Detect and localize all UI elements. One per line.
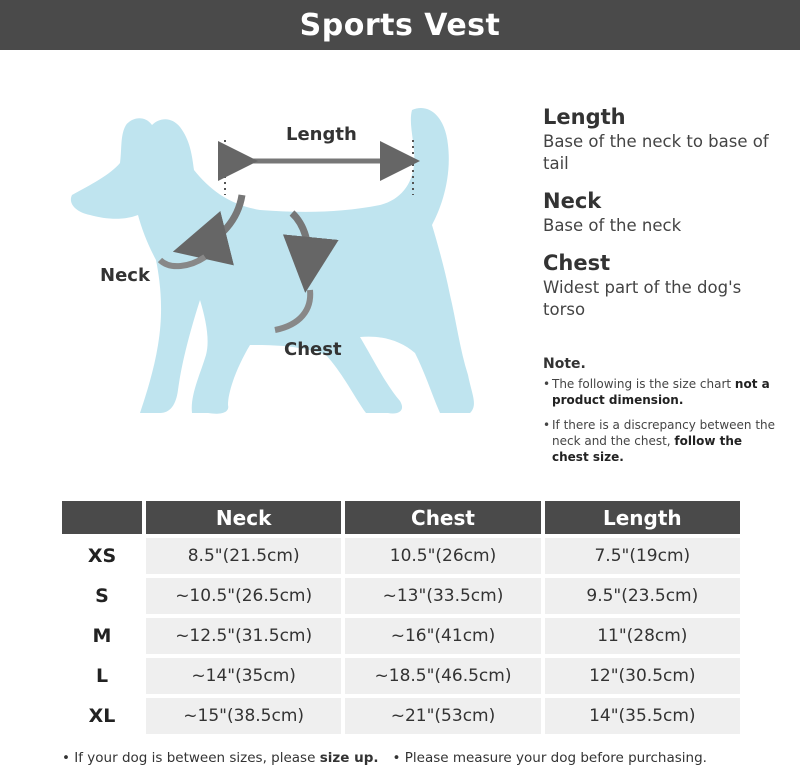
bullet-icon: •: [392, 750, 401, 766]
chest-cell: ~21"(53cm): [345, 698, 540, 734]
measurement-definitions: [543, 103, 783, 333]
length-cell: 14"(35.5cm): [545, 698, 740, 734]
chest-cell: ~18.5"(46.5cm): [345, 658, 540, 694]
length-cell: 11"(28cm): [545, 618, 740, 654]
header-neck: Neck: [146, 501, 341, 534]
note-text: [552, 376, 778, 408]
table-row: [62, 578, 740, 614]
chest-cell: 10.5"(26cm): [345, 538, 540, 574]
size-cell: L: [62, 658, 142, 694]
length-cell: 7.5"(19cm): [545, 538, 740, 574]
note-bold-text: follow the chest size.: [552, 434, 743, 464]
note-bold-text: not a product dimension.: [552, 377, 770, 407]
bullet-icon: •: [543, 377, 551, 391]
note-title: Note.: [543, 356, 586, 372]
table-header-row: [62, 501, 740, 534]
footer-text: If your dog is between sizes, please: [74, 750, 320, 766]
chest-cell: ~16"(41cm): [345, 618, 540, 654]
definition-description: Base of the neck: [543, 216, 682, 235]
footer-note-left: [62, 750, 378, 766]
table-row: [62, 658, 740, 694]
note-item: [543, 376, 778, 408]
note-plain-text: If there is a discrepancy between the neck and the chest,: [552, 418, 776, 448]
header-chest: Chest: [345, 501, 540, 534]
header-length: Length: [545, 501, 740, 534]
definition-description: Base of the neck to base of tail: [543, 132, 769, 173]
size-cell: M: [62, 618, 142, 654]
table-row: [62, 538, 740, 574]
table-row: [62, 618, 740, 654]
definition-term: Length: [543, 105, 626, 129]
note-text: [552, 417, 778, 465]
page-title: Sports Vest: [299, 7, 501, 43]
size-chart-table: [58, 497, 744, 738]
neck-cell: ~14"(35cm): [146, 658, 341, 694]
size-cell: XL: [62, 698, 142, 734]
footer-text: Please measure your dog before purchasing.: [404, 750, 707, 766]
neck-cell: 8.5"(21.5cm): [146, 538, 341, 574]
definition-term: Neck: [543, 189, 602, 213]
bullet-icon: •: [62, 750, 70, 766]
footer-note-right: [392, 750, 706, 766]
size-cell: XS: [62, 538, 142, 574]
neck-cell: ~15"(38.5cm): [146, 698, 341, 734]
definition-description: Widest part of the dog's torso: [543, 278, 742, 319]
note-item: [543, 417, 778, 465]
dog-measurement-diagram: [60, 95, 500, 435]
definition-term: Chest: [543, 251, 611, 275]
chest-label: Chest: [284, 339, 342, 360]
neck-label: Neck: [100, 265, 150, 286]
length-cell: 12"(30.5cm): [545, 658, 740, 694]
neck-cell: ~12.5"(31.5cm): [146, 618, 341, 654]
footer-notes: [62, 750, 762, 766]
neck-cell: ~10.5"(26.5cm): [146, 578, 341, 614]
note-plain-text: The following is the size chart: [552, 377, 735, 391]
footer-bold-text: size up.: [319, 750, 379, 766]
note-section: [543, 356, 778, 474]
chest-cell: ~13"(33.5cm): [345, 578, 540, 614]
page-title-bar: [0, 0, 800, 50]
table-row: [62, 698, 740, 734]
header-blank-cell: [62, 501, 142, 534]
length-cell: 9.5"(23.5cm): [545, 578, 740, 614]
length-label: Length: [286, 124, 357, 145]
size-cell: S: [62, 578, 142, 614]
bullet-icon: •: [543, 418, 551, 432]
